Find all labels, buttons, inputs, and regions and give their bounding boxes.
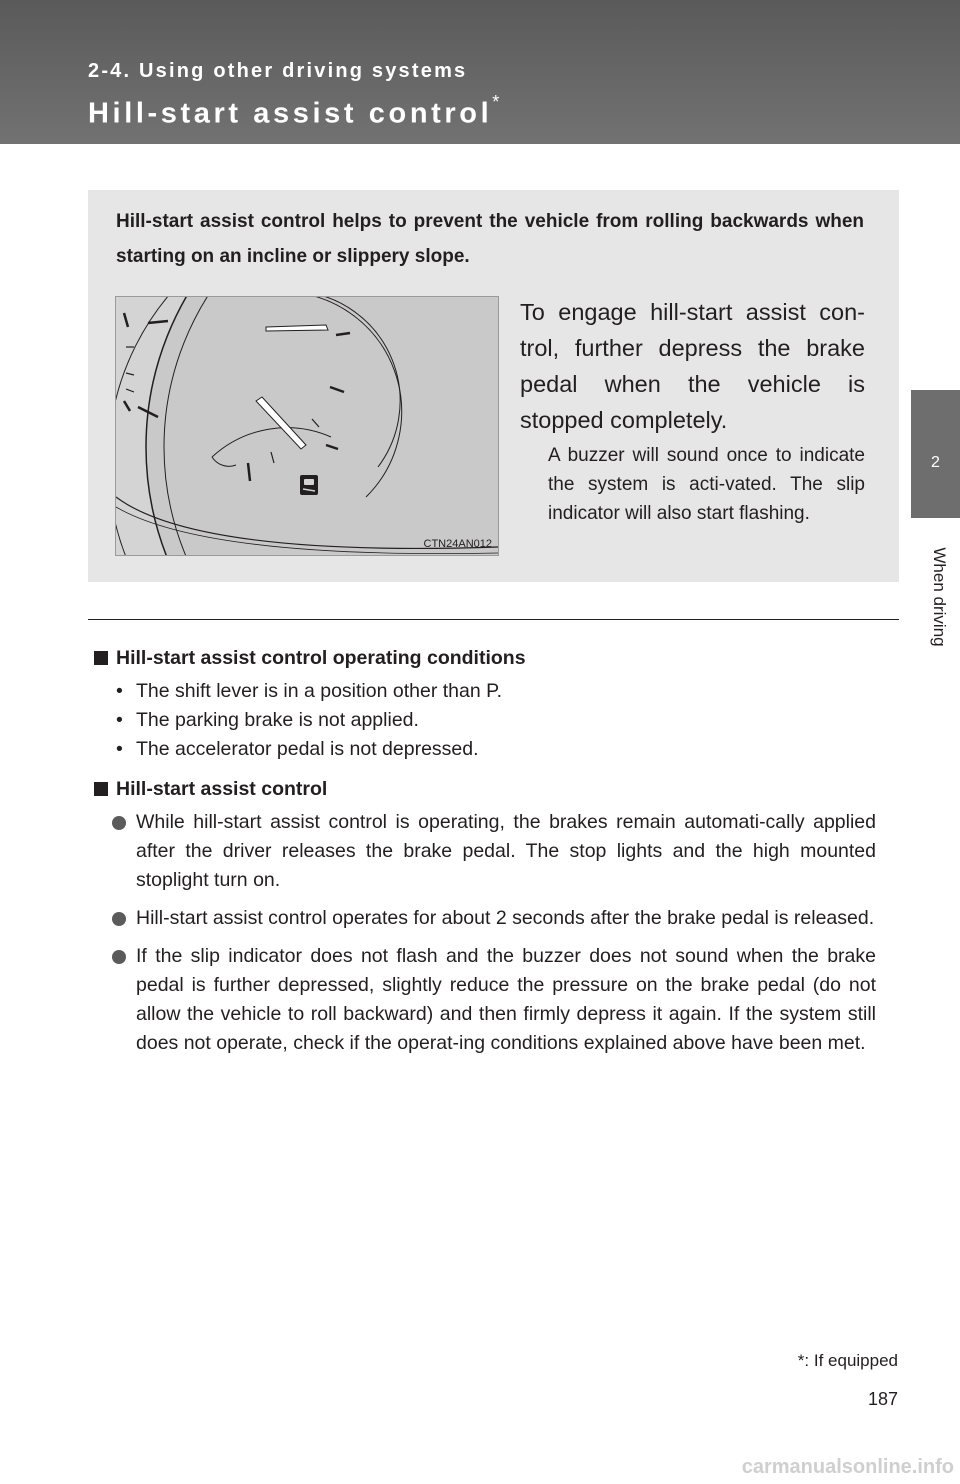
chapter-tab — [911, 390, 960, 518]
page-header — [0, 0, 960, 144]
list-item — [112, 808, 876, 895]
watermark: carmanualsonline.info — [741, 1456, 954, 1478]
chapter-number: 2 — [931, 454, 940, 471]
list-item — [112, 904, 876, 933]
footnote-mark: * — [797, 1351, 805, 1370]
figure-code: CTN24AN012 — [423, 538, 492, 550]
footnote-text: : If equipped — [804, 1351, 898, 1370]
hill-start-heading — [112, 775, 876, 804]
bullet-dot-icon: • — [116, 680, 123, 702]
square-bullet-icon — [94, 782, 108, 796]
list-item — [112, 942, 876, 1058]
slip-indicator-icon — [300, 475, 318, 495]
footnote — [798, 1351, 898, 1371]
bullet-dot-icon: • — [116, 709, 123, 731]
square-bullet-icon — [94, 651, 108, 665]
gauge-illustration — [116, 297, 498, 555]
summary-intro: Hill-start assist control helps to prevent the vehicle from rolling backwards when starting on an incline or slippery slope. — [116, 211, 864, 267]
list-item — [112, 706, 876, 735]
circle-bullet-icon — [112, 912, 126, 926]
engage-instruction: To engage hill-start assist con-trol, further depress the brake pedal when the vehicle is stopped completely. — [520, 299, 865, 433]
list-item-text: Hill-start assist control operates for about 2 seconds after the brake pedal is released. — [136, 907, 875, 929]
list-item-text: While hill-start assist control is operating, the brakes remain automati-cally applied after the driver releases the brake pedal. The stop lights and the high mounted stoplight turn on. — [136, 811, 876, 891]
bullet-dot-icon: • — [116, 738, 123, 760]
page-title — [88, 92, 500, 131]
buzzer-note: A buzzer will sound once to indicate the system is acti-vated. The slip indicator will also start flashing. — [548, 445, 865, 524]
summary-box — [88, 190, 899, 582]
section-label: 2-4. Using other driving systems — [88, 60, 468, 82]
operating-conditions-heading — [112, 644, 876, 673]
list-item — [112, 735, 876, 764]
title-footnote-mark: * — [492, 92, 500, 112]
list-item-text: The parking brake is not applied. — [136, 709, 419, 731]
conditions-list — [112, 677, 876, 764]
list-item-text: If the slip indicator does not flash and the buzzer does not sound when the brake pedal is further depressed, slightly reduce the pressure on the brake pedal (do not allow the vehicle to roll backward) and then firmly depress it again. If the system still does not operate, check if the operat-ing conditions explained above have been met. — [136, 945, 876, 1054]
outer-gauge-ring — [146, 297, 498, 555]
main-content — [112, 644, 876, 1067]
page-number: 187 — [867, 1389, 898, 1409]
list-item — [112, 677, 876, 706]
page-title-text: Hill-start assist control — [88, 97, 493, 130]
circle-bullet-icon — [112, 816, 126, 830]
instrument-cluster-figure — [115, 296, 499, 556]
chapter-label: When driving — [930, 547, 949, 647]
heading-text: Hill-start assist control operating conditions — [116, 647, 526, 669]
list-item-text: The accelerator pedal is not depressed. — [136, 738, 479, 760]
heading-text: Hill-start assist control — [116, 778, 328, 800]
section-divider — [88, 619, 899, 620]
circle-bullet-icon — [112, 950, 126, 964]
list-item-text: The shift lever is in a position other than P. — [136, 680, 503, 702]
